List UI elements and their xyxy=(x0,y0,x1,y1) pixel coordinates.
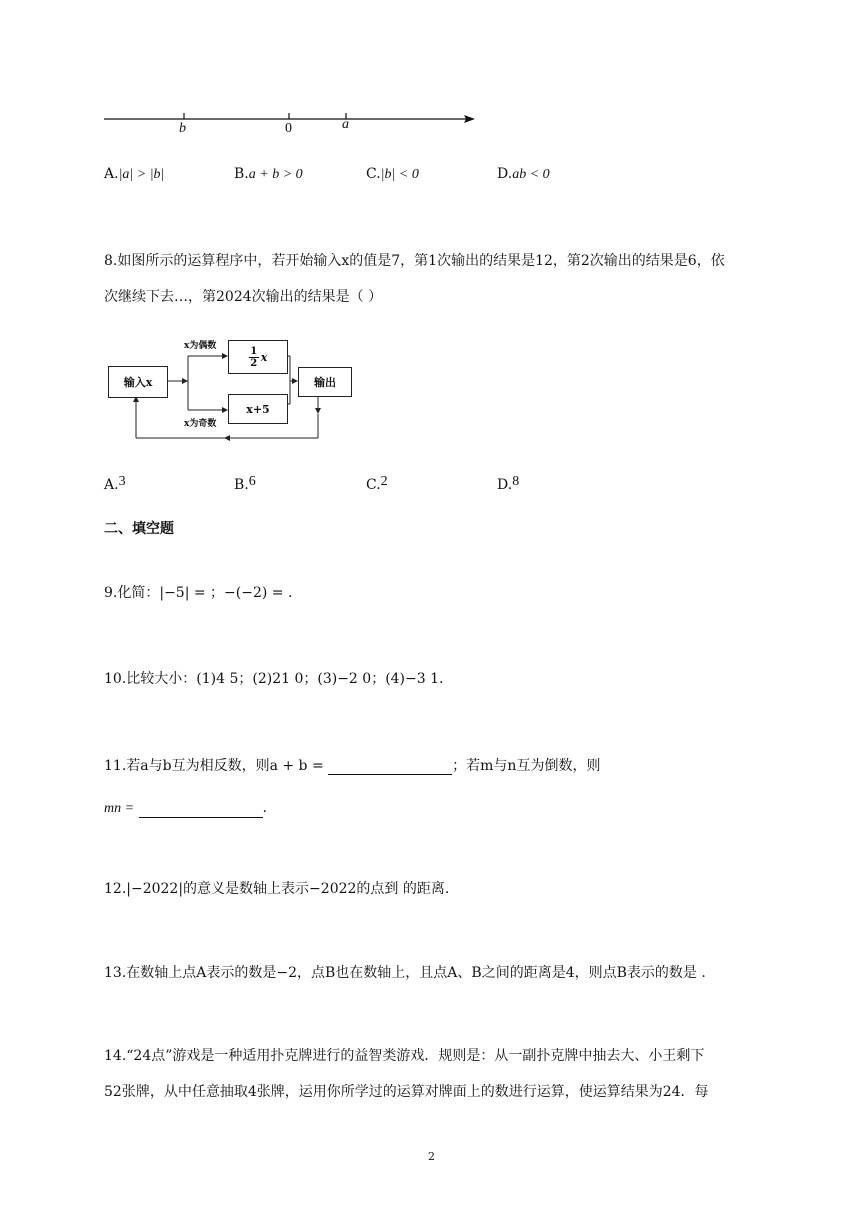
q7-option-a[interactable]: A.|a| > |b| xyxy=(104,166,165,182)
q8-line1: 8.如图所示的运算程序中，若开始输入x的值是7，第1次输出的结果是12，第2次输出的结果是6，依 xyxy=(104,253,725,269)
q14-line1: 14.“24点”游戏是一种适用扑克牌进行的益智类游戏．规则是：从一副扑克牌中抽去大、小王剩下 xyxy=(104,1048,705,1064)
q8-option-b[interactable]: B.6 xyxy=(234,474,256,493)
flow-odd-label: x为奇数 xyxy=(184,419,217,429)
q7-option-d[interactable]: D.ab < 0 xyxy=(497,166,550,182)
page-number: 2 xyxy=(428,1150,435,1163)
q9: 9.化简：|−5| = ；−(−2) = . xyxy=(104,585,293,601)
q7-option-b[interactable]: B.a + b > 0 xyxy=(234,166,303,182)
q11-blank-1[interactable] xyxy=(328,760,452,775)
flow-odd-op-box: x+5 xyxy=(228,394,288,424)
flow-input-box: 输入x xyxy=(108,366,168,398)
flow-output-box: 输出 xyxy=(298,367,352,397)
q11-line2: mn = . xyxy=(104,800,267,816)
q8-option-a[interactable]: A.3 xyxy=(104,474,126,493)
number-line xyxy=(100,106,480,146)
label-0: 0 xyxy=(285,121,292,136)
q7-option-c[interactable]: C.|b| < 0 xyxy=(366,166,419,182)
label-b: b xyxy=(179,121,186,136)
section-heading-fill-in: 二、填空题 xyxy=(104,521,174,537)
label-a: a xyxy=(342,117,349,132)
q11-line1: 11.若a与b互为相反数，则a + b = ；若m与n互为倒数，则 xyxy=(104,758,601,774)
q13: 13.在数轴上点A表示的数是−2，点B也在数轴上，且点A、B之间的距离是4，则点B表示的数是 . xyxy=(104,965,706,981)
q11-blank-2[interactable] xyxy=(139,803,263,818)
q10: 10.比较大小：(1)4 5；(2)21 0；(3)−2 0；(4)−3 1. xyxy=(104,671,444,687)
flow-even-fraction: $\frac{1}{2}$ xyxy=(250,345,258,369)
q12: 12.|−2022|的意义是数轴上表示−2022的点到 的距离. xyxy=(104,881,450,897)
q8-option-d[interactable]: D.8 xyxy=(497,474,520,493)
flow-even-label: x为偶数 xyxy=(184,341,217,351)
q8-line2: 次继续下去…，第2024次输出的结果是（ ） xyxy=(104,289,383,305)
flowchart xyxy=(104,334,364,444)
q14-line2: 52张牌，从中任意抽取4张牌，运用你所学过的运算对牌面上的数进行运算，使运算结果为24．每 xyxy=(104,1084,709,1100)
q8-option-c[interactable]: C.2 xyxy=(366,474,388,493)
flow-even-op-box: $\frac{1}{2}$ x xyxy=(228,340,288,374)
